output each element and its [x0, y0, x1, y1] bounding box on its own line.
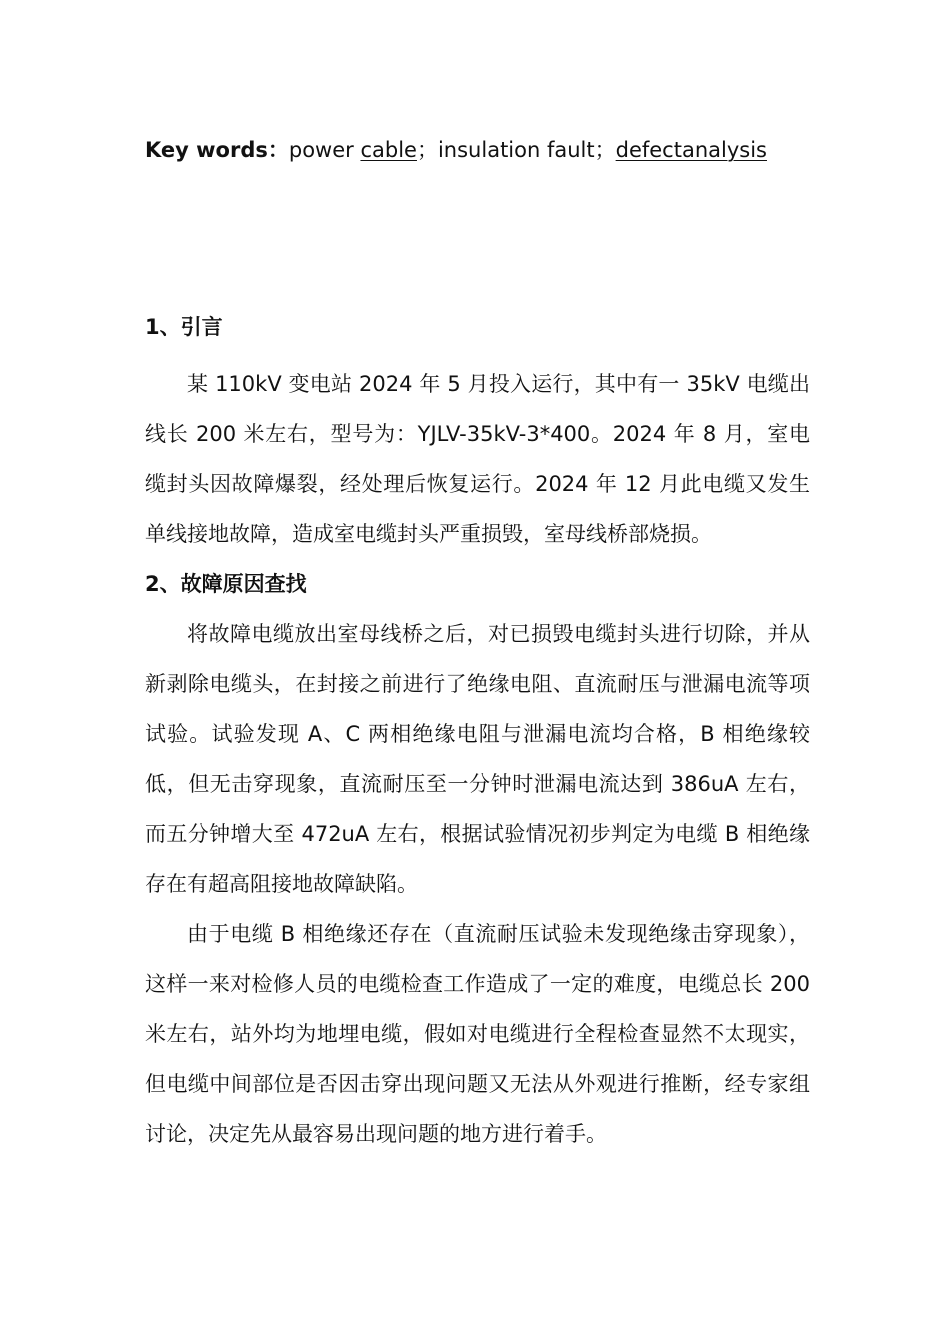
keyword-power: power — [288, 138, 361, 162]
section-heading-fault-cause: 2、故障原因查找 — [145, 572, 307, 596]
keyword-defectanalysis-link[interactable]: defectanalysis — [615, 138, 767, 162]
paragraph-fault-inspection: 由于电缆 B 相绝缘还存在（直流耐压试验未发现绝缘击穿现象），这样一来对检修人员的电缆检查工作造成了一定的难度，电缆总长 200 米左右，站外均为地埋电缆，假如对电缆进行全程检查显然不太现实，但电缆中间部位是否因击穿出现问题又无法从外观进行推断，经专家组讨论，决定先从最容易出现问题的地方进行着手。 — [145, 922, 810, 1146]
keywords-line — [145, 134, 825, 166]
document-body — [145, 302, 810, 1159]
keywords-label: Key words： — [145, 138, 289, 162]
keyword-insulation-fault: insulation fault — [437, 138, 595, 162]
paragraph-introduction: 某 110kV 变电站 2024 年 5 月投入运行，其中有一 35kV 电缆出线长 200 米左右，型号为：YJLV-35kV-3*400。2024 年 8 月，室电缆封头因故障爆裂，经处理后恢复运行。2024 年 12 月此电缆又发生单线接地故障，造成室电缆封头严重损毁，室母线桥部烧损。 — [145, 372, 810, 546]
paragraph-fault-test: 将故障电缆放出室母线桥之后，对已损毁电缆封头进行切除，并从新剥除电缆头，在封接之前进行了绝缘电阻、直流耐压与泄漏电流等项试验。试验发现 A、C 两相绝缘电阻与泄漏电流均合格，B 相绝缘较低，但无击穿现象，直流耐压至一分钟时泄漏电流达到 386uA 左右，而五分钟增大至 472uA 左右，根据试验情况初步判定为电缆 B 相绝缘存在有超高阻接地故障缺陷。 — [145, 622, 810, 896]
keyword-cable-link[interactable]: cable — [360, 138, 417, 162]
keyword-separator: ； — [594, 138, 616, 162]
keyword-separator: ； — [416, 138, 438, 162]
section-heading-introduction: 1、引言 — [145, 315, 223, 339]
